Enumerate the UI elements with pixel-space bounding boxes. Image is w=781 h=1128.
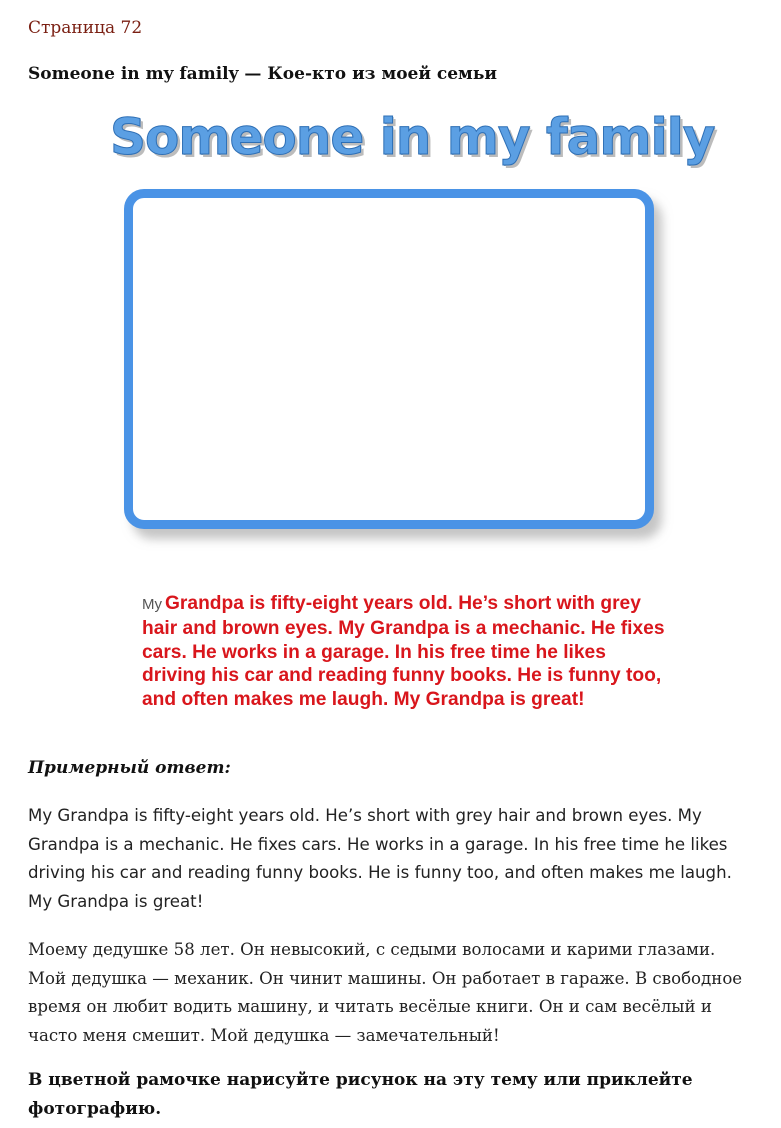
instruction-text: В цветной рамочке нарисуйте рисунок на эту тему или приклейте фотографию. — [28, 1070, 693, 1119]
page-number: Страница 72 — [28, 18, 143, 38]
worksheet-title: Someone in my family — [110, 108, 715, 166]
photo-frame — [124, 189, 654, 529]
worksheet-image — [110, 100, 715, 740]
russian-answer: Моему дедушке 58 лет. Он невысокий, с седыми волосами и карими глазами. Мой дедушка — механик. Он чинит машины. Он работает в гараже. В свободное время он любит водить машину, и читать весёлые книги. Он и сам весёлый и часто меня смешит. Мой дедушка — замечательный! — [28, 940, 743, 1045]
english-answer: My Grandpa is fifty-eight years old. He’s short with grey hair and brown eyes. My Grandpa is a mechanic. He fixes cars. He works in a garage. In his free time he likes driving his car and reading funny books. He is funny too, and often makes me laugh. My Grandpa is great! — [28, 806, 732, 911]
exercise-heading: Someone in my family — Кое-кто из моей семьи — [28, 64, 497, 84]
worksheet-text-body: Grandpa is fifty-eight years old. He’s short with grey hair and brown eyes. My Grandpa is a mechanic. He fixes cars. He works in a garage. In his free time he likes driving his car and reading funny books. He is funny too, and often makes me laugh. My Grandpa is great! — [142, 593, 665, 711]
sample-answer-label: Примерный ответ: — [28, 758, 231, 778]
worksheet-text-prefix: My — [142, 596, 162, 613]
worksheet-text — [142, 592, 672, 712]
